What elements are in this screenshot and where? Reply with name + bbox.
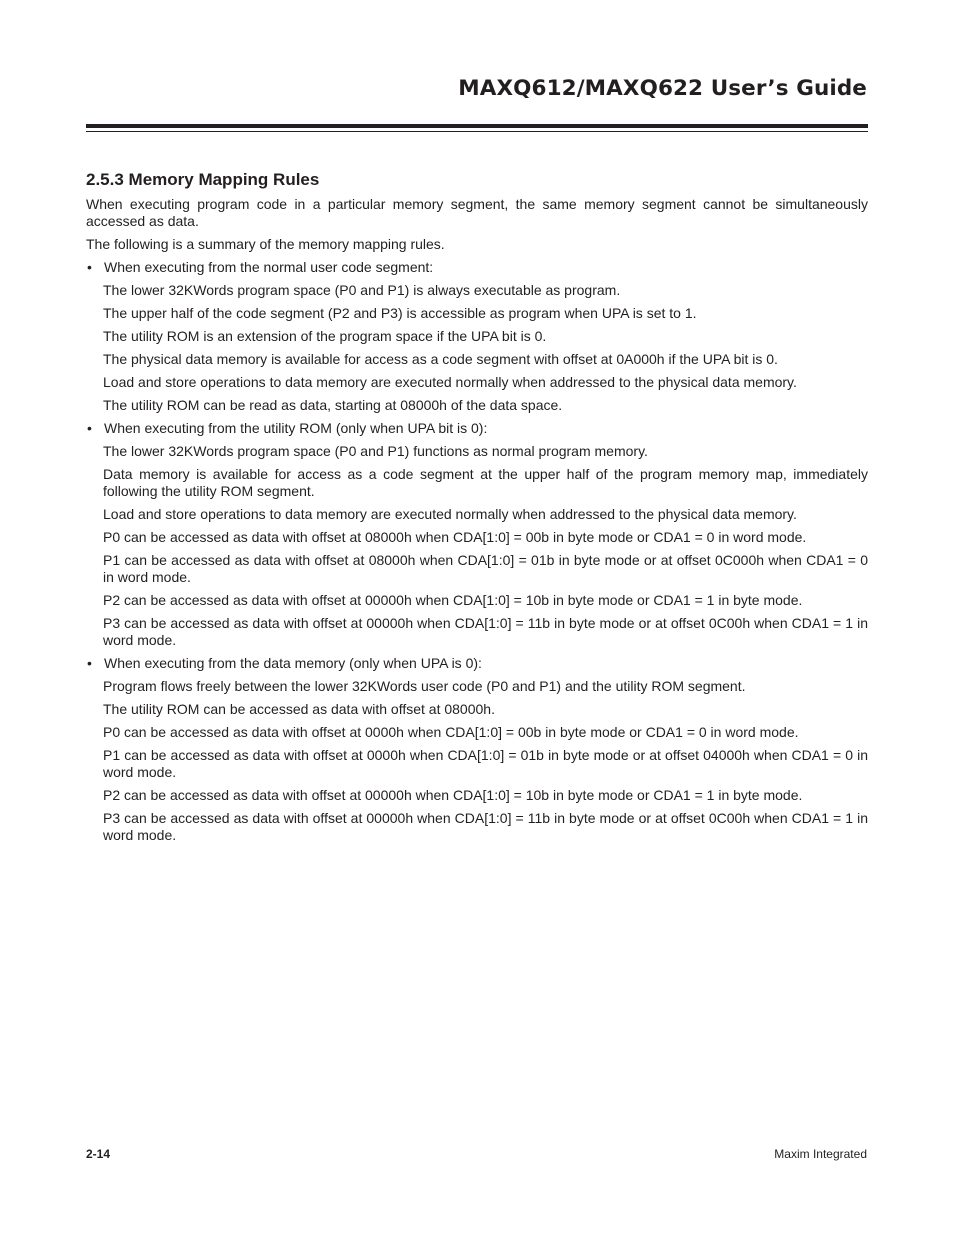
section-heading: 2.5.3 Memory Mapping Rules xyxy=(86,170,320,189)
page-number: 2-14 xyxy=(86,1147,111,1161)
intro-paragraph: When executing program code in a particular memory segment, the same memory segment cannot be simultaneously accessed as data. xyxy=(86,196,868,229)
rule-text: The lower 32KWords program space (P0 and P1) is always executable as program. xyxy=(103,282,621,298)
rule-text: The physical data memory is available for access as a code segment with offset at 0A000h if the UPA bit is 0. xyxy=(103,351,778,367)
rule-text: P0 can be accessed as data with offset at 08000h when CDA[1:0] = 00b in byte mode or CDA1 = 0 in word mode. xyxy=(103,529,807,545)
rule-text: The upper half of the code segment (P2 and P3) is accessible as program when UPA is set to 1. xyxy=(103,305,697,321)
bullet-item xyxy=(86,420,868,437)
intro-paragraph: The following is a summary of the memory mapping rules. xyxy=(86,236,445,252)
rule-text: P2 can be accessed as data with offset at 00000h when CDA[1:0] = 10b in byte mode or CDA1 = 1 in byte mode. xyxy=(103,787,803,803)
bullet-text: When executing from the utility ROM (only when UPA bit is 0): xyxy=(104,420,488,436)
rule-text: The utility ROM can be accessed as data with offset at 08000h. xyxy=(103,701,495,717)
rule-text: P2 can be accessed as data with offset at 00000h when CDA[1:0] = 10b in byte mode or CDA1 = 1 in byte mode. xyxy=(103,592,803,608)
rule-text: The lower 32KWords program space (P0 and P1) functions as normal program memory. xyxy=(103,443,648,459)
document-title: MAXQ612/MAXQ622 User’s Guide xyxy=(458,76,867,101)
bullet-text: When executing from the normal user code segment: xyxy=(104,259,434,275)
rule-text: The utility ROM is an extension of the program space if the UPA bit is 0. xyxy=(103,328,547,344)
bullet-item xyxy=(86,655,868,672)
rule-text: Program flows freely between the lower 32KWords user code (P0 and P1) and the utility ROM segment. xyxy=(103,678,746,694)
rule-text: P3 can be accessed as data with offset at 00000h when CDA[1:0] = 11b in byte mode or at offset 0C00h when CDA1 = 1 in word mode. xyxy=(103,810,868,843)
bullet-mark: • xyxy=(87,259,92,275)
bullet-mark: • xyxy=(87,655,92,671)
rule-text: The utility ROM can be read as data, starting at 08000h of the data space. xyxy=(103,397,563,413)
footer-company: Maxim Integrated xyxy=(774,1147,867,1161)
rule-text: P1 can be accessed as data with offset at 0000h when CDA[1:0] = 01b in byte mode or at offset 04000h when CDA1 = 0 in word mode. xyxy=(103,747,868,780)
rule-text: P3 can be accessed as data with offset at 00000h when CDA[1:0] = 11b in byte mode or at offset 0C00h when CDA1 = 1 in word mode. xyxy=(103,615,868,648)
rule-text: P1 can be accessed as data with offset at 08000h when CDA[1:0] = 01b in byte mode or at offset 0C000h when CDA1 = 0 in word mode. xyxy=(103,552,868,585)
header-rule-thick xyxy=(86,124,868,128)
bullet-mark: • xyxy=(87,420,92,436)
page-content xyxy=(86,170,868,850)
rule-text: P0 can be accessed as data with offset at 0000h when CDA[1:0] = 00b in byte mode or CDA1 = 0 in word mode. xyxy=(103,724,799,740)
bullet-text: When executing from the data memory (only when UPA is 0): xyxy=(104,655,482,671)
rule-text: Load and store operations to data memory are executed normally when addressed to the physical data memory. xyxy=(103,374,797,390)
rule-text: Load and store operations to data memory are executed normally when addressed to the physical data memory. xyxy=(103,506,797,522)
bullet-item xyxy=(86,259,868,276)
header-rule-thin xyxy=(86,131,868,132)
rule-text: Data memory is available for access as a code segment at the upper half of the program memory map, immediately following the utility ROM segment. xyxy=(103,466,868,499)
